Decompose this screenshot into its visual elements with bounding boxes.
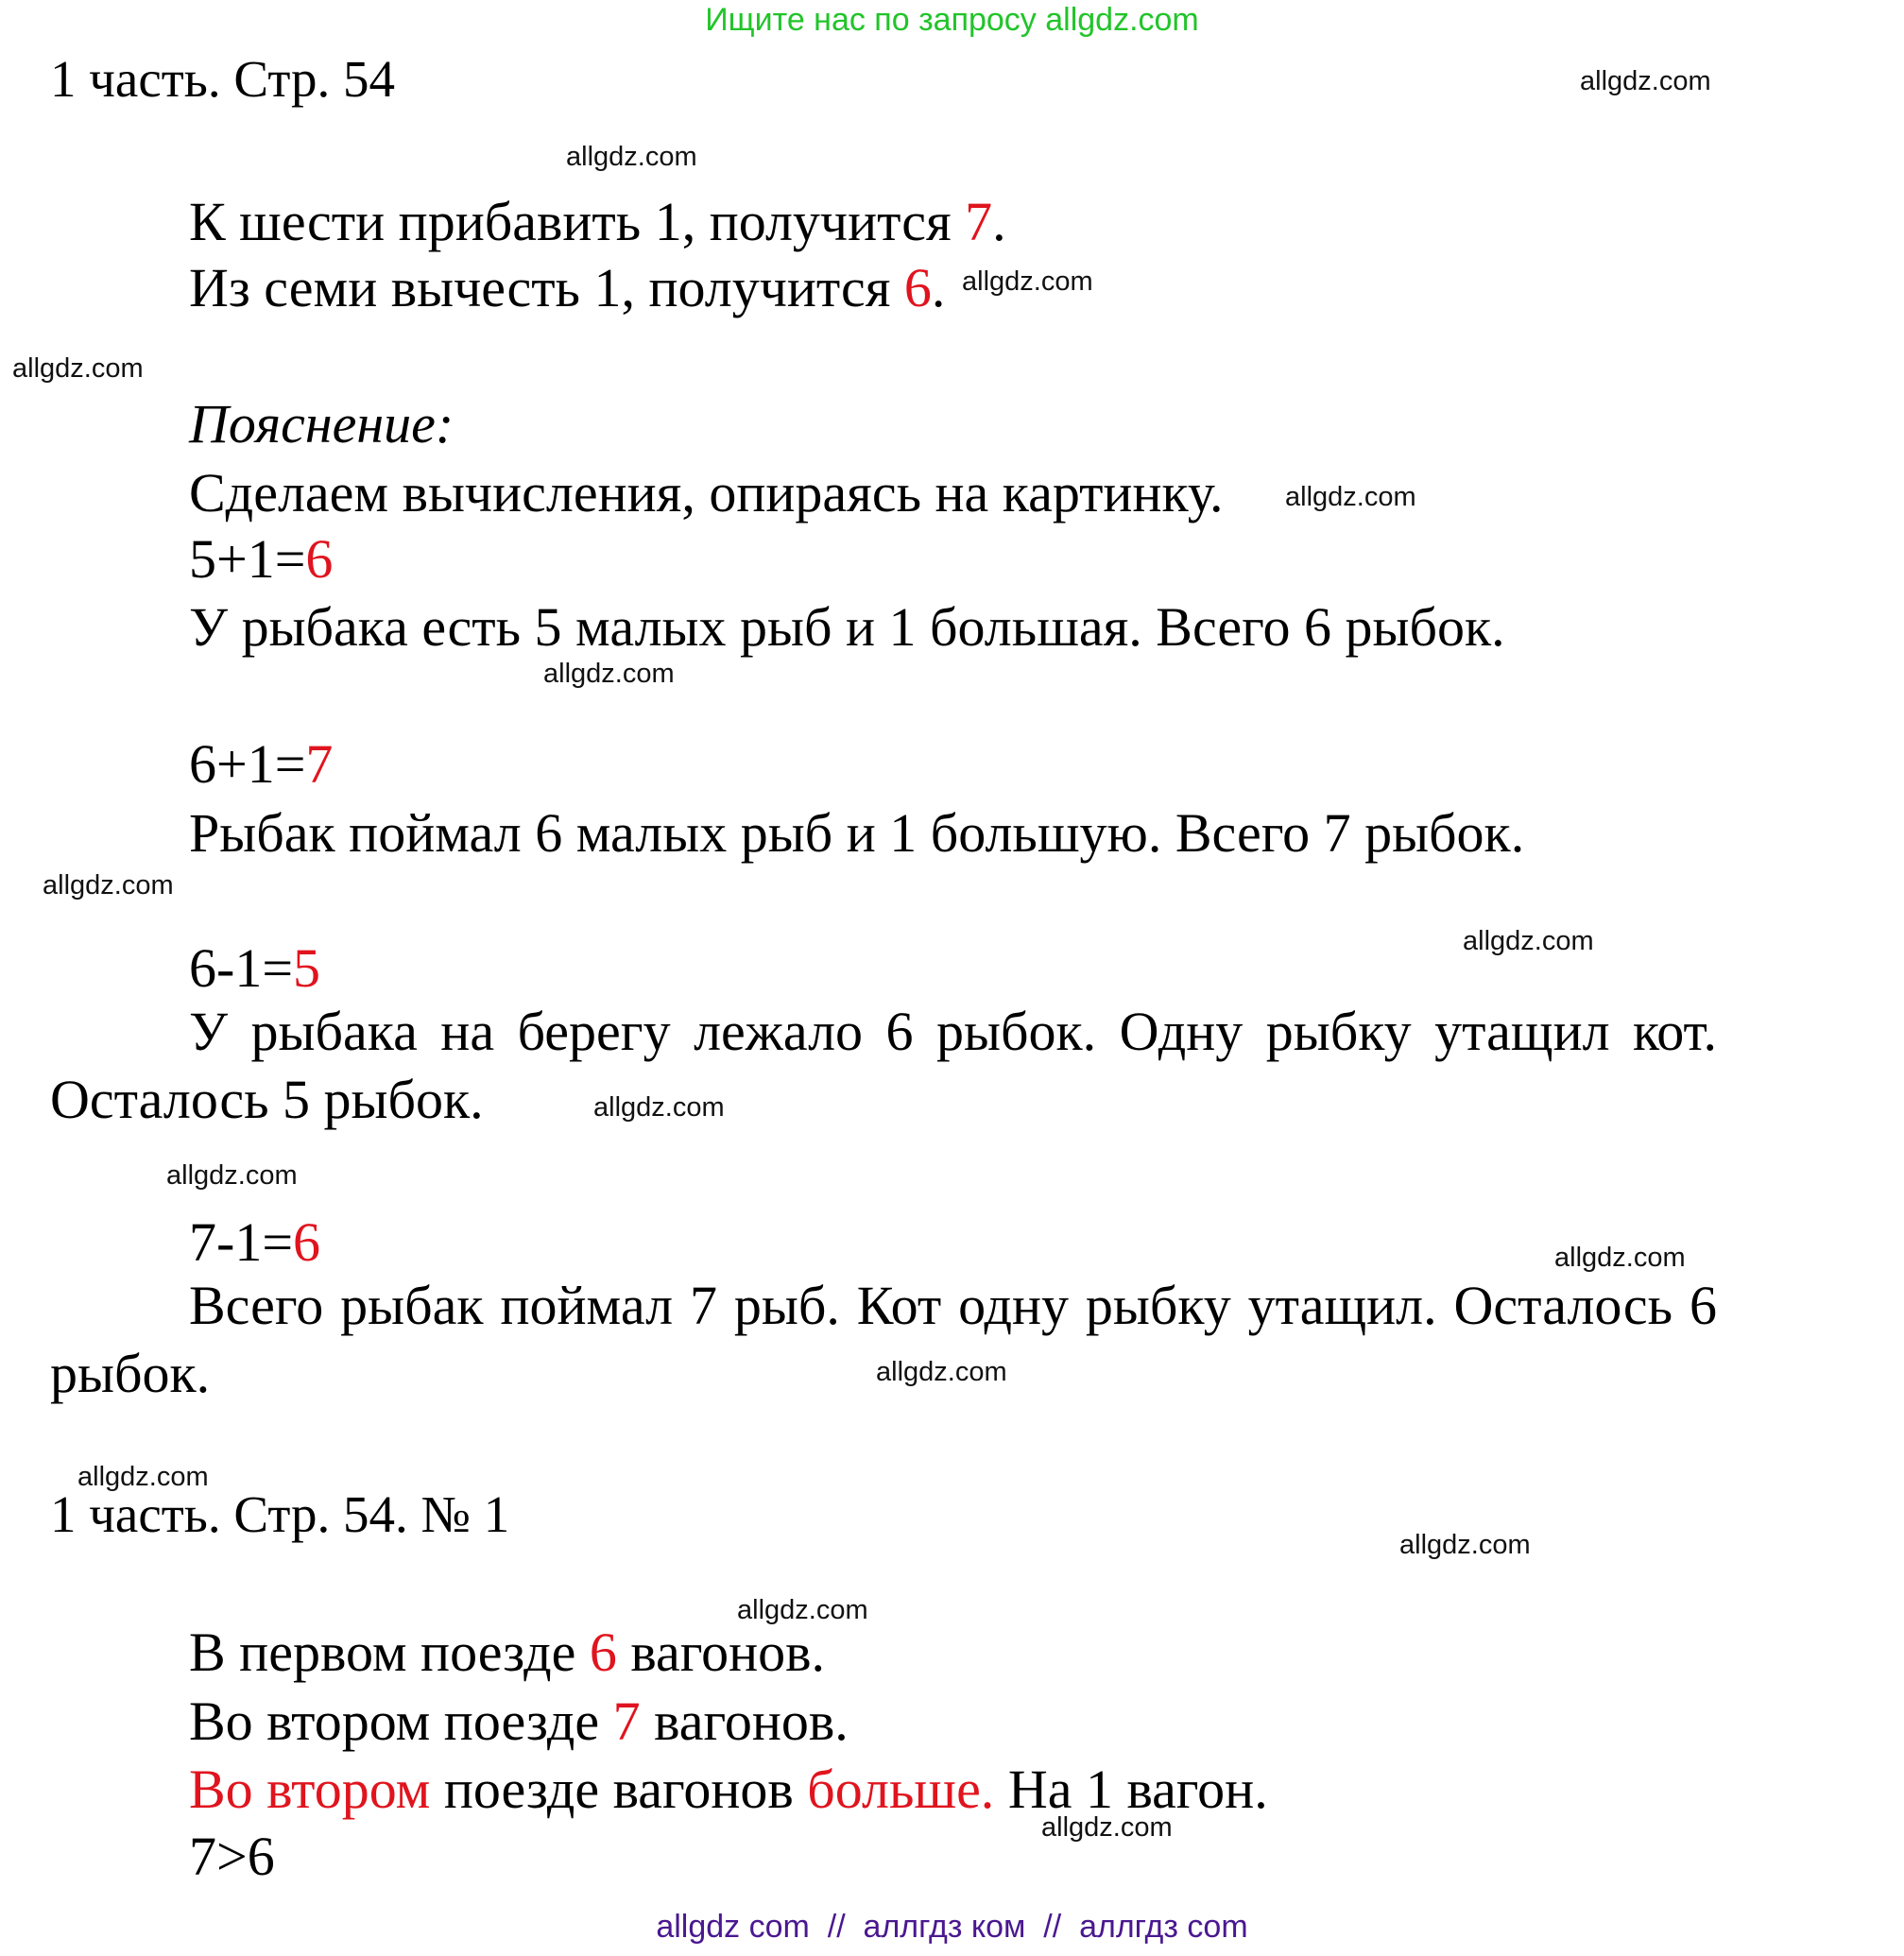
- watermark: allgdz.com: [1285, 482, 1416, 512]
- answer-line-1: [189, 191, 1006, 252]
- explanation-label: Пояснение:: [189, 393, 455, 455]
- watermark: allgdz.com: [166, 1160, 298, 1191]
- text: Во втором поезде: [189, 1690, 613, 1752]
- text: К шести прибавить 1, получится: [189, 191, 966, 252]
- task-line-2: [189, 1690, 849, 1752]
- text: вагонов.: [640, 1690, 849, 1752]
- explanation-intro: Сделаем вычисления, опираясь на картинку.: [189, 462, 1224, 523]
- watermark: allgdz.com: [737, 1595, 868, 1625]
- task-comparison: 7>6: [189, 1826, 275, 1887]
- text: вагонов.: [616, 1621, 826, 1683]
- watermark: allgdz.com: [12, 353, 144, 384]
- answer-value: 5: [293, 937, 321, 999]
- explanation-3: У рыбака на берегу лежало 6 рыбок. Одну рыбку утащил кот. Осталось 5 рыбок.: [50, 1001, 1717, 1130]
- text: В первом поезде: [189, 1621, 590, 1683]
- watermark: allgdz.com: [1041, 1812, 1173, 1843]
- equation-2: [189, 733, 334, 795]
- footer-watermark: allgdz com // аллгдз ком // аллгдз com: [656, 1909, 1248, 1945]
- watermark: allgdz.com: [876, 1357, 1007, 1387]
- watermark: allgdz.com: [77, 1462, 209, 1492]
- task-line-3: [189, 1759, 1268, 1820]
- answer-value: 6: [903, 257, 932, 318]
- watermark: allgdz.com: [43, 870, 174, 901]
- watermark: allgdz.com: [566, 142, 697, 172]
- watermark: allgdz.com: [543, 659, 675, 689]
- text: 6+1=: [189, 733, 306, 795]
- text: 5+1=: [189, 528, 306, 590]
- watermark: allgdz.com: [1463, 926, 1594, 956]
- explanation-2: Рыбак поймал 6 малых рыб и 1 большую. Всего 7 рыбок.: [189, 802, 1525, 864]
- answer-value: Во втором: [189, 1759, 431, 1820]
- answer-value: 6: [305, 528, 334, 590]
- text: 7-1=: [189, 1211, 294, 1273]
- explanation-4: Всего рыбак поймал 7 рыб. Кот одну рыбку утащил. Осталось 6 рыбок.: [50, 1275, 1717, 1404]
- watermark: allgdz.com: [1580, 66, 1711, 96]
- equation-3: [189, 937, 321, 999]
- text: поезде вагонов: [430, 1759, 808, 1820]
- watermark: allgdz.com: [1554, 1243, 1686, 1273]
- watermark: allgdz.com: [593, 1092, 725, 1123]
- answer-value: 6: [293, 1211, 321, 1273]
- text: На 1 вагон.: [994, 1759, 1268, 1820]
- search-banner: Ищите нас по запросу allgdz.com: [705, 2, 1199, 38]
- task-line-1: [189, 1621, 826, 1683]
- equation-1: [189, 528, 334, 590]
- section-heading: 1 часть. Стр. 54. № 1: [50, 1485, 510, 1543]
- answer-value: 7: [965, 191, 993, 252]
- watermark: allgdz.com: [1399, 1530, 1531, 1560]
- text: .: [992, 191, 1006, 252]
- text: 6-1=: [189, 937, 294, 999]
- answer-value: 7: [612, 1690, 641, 1752]
- text: Из семи вычесть 1, получится: [189, 257, 904, 318]
- explanation-1: У рыбака есть 5 малых рыб и 1 большая. Всего 6 рыбок.: [189, 596, 1505, 658]
- text: .: [931, 257, 946, 318]
- answer-value: 7: [305, 733, 334, 795]
- equation-4: [189, 1211, 321, 1273]
- answer-value: больше.: [807, 1759, 995, 1820]
- answer-line-2: [189, 257, 946, 318]
- watermark: allgdz.com: [962, 266, 1093, 297]
- answer-value: 6: [589, 1621, 617, 1683]
- page-heading: 1 часть. Стр. 54: [50, 50, 396, 108]
